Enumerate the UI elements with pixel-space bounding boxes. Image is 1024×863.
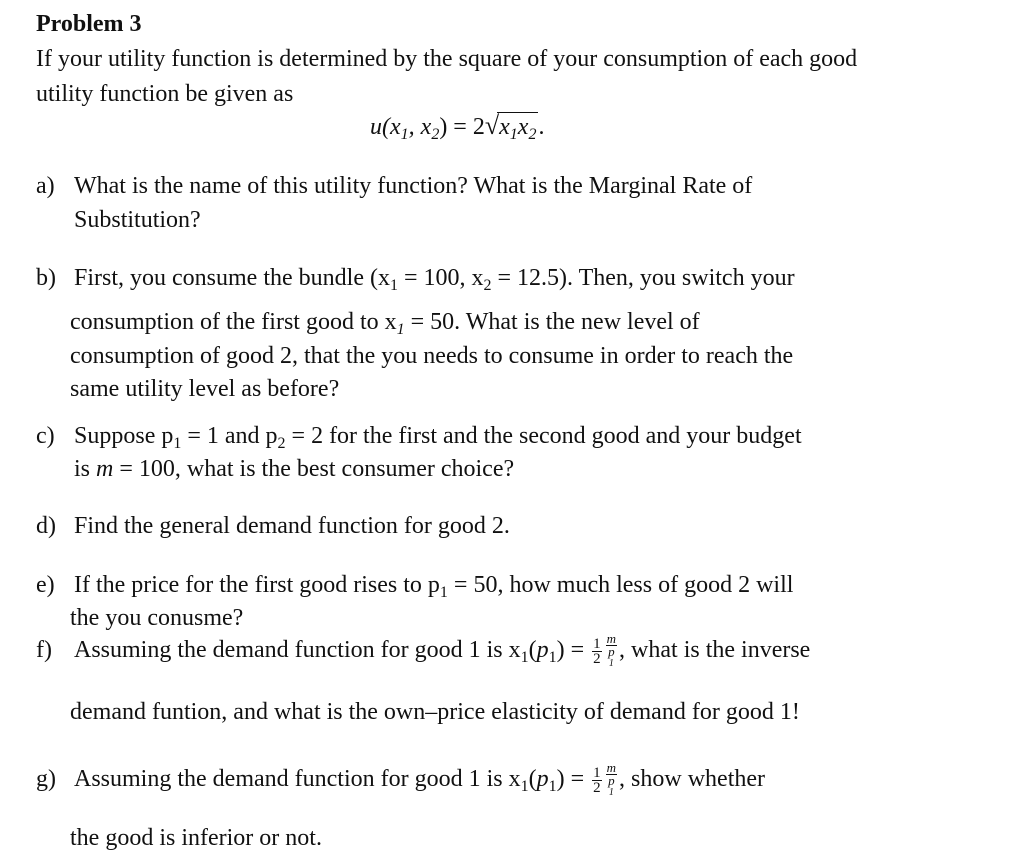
- question-b-line-3: consumption of good 2, that the you needs to consume in order to reach the: [70, 343, 794, 369]
- question-e-line-2: the you conusme?: [70, 605, 244, 631]
- question-g-line-2: the good is inferior or not.: [70, 825, 322, 851]
- question-b-line-1: b) First, you consume the bundle ($x_1 = 100$, $x_2 = 12.5$). Then, you switch your: [36, 265, 795, 294]
- question-b-line-4: same utility level as before?: [70, 376, 340, 402]
- question-e-line-1: e) If the price for the first good rises to $p_1 = 50$, how much less of good 2 will: [36, 572, 794, 601]
- utility-formula: $u(x_1$, $x_2) = 2√x_1x_2$.: [370, 111, 545, 143]
- question-f-line-1: f) Assuming the demand function for good 1 is $x_1(p_1)$ = $\frac{1}{2}$ m p 1 , what is the inverse: [36, 631, 811, 669]
- problem-title: Problem 3: [36, 11, 142, 37]
- question-a-line-1: a) What is the name of this utility function? What is the Marginal Rate of: [36, 173, 753, 199]
- intro-line-1: If your utility function is determined by the square of your consumption of each good: [36, 46, 858, 72]
- question-d: d) Find the general demand function for good 2.: [36, 513, 510, 539]
- question-g-line-1: g) Assuming the demand function for good 1 is $x_1(p_1)$ = $\frac{1}{2}$ m p 1 , show whether: [36, 760, 766, 798]
- question-c-line-1: c) Suppose $p_1 = 1$ and $p_2 = 2$ for the first and the second good and your budget: [36, 423, 802, 452]
- question-a-line-2: Substitution?: [74, 207, 201, 233]
- question-c-line-2: is m = 100, what is the best consumer choice?: [74, 456, 515, 482]
- intro-line-2: utility function be given as: [36, 81, 294, 107]
- question-f-line-2: demand funtion, and what is the own–price elasticity of demand for good 1!: [70, 699, 800, 725]
- question-b-line-2: consumption of the first good to $x_1 = 50$. What is the new level of: [70, 309, 700, 338]
